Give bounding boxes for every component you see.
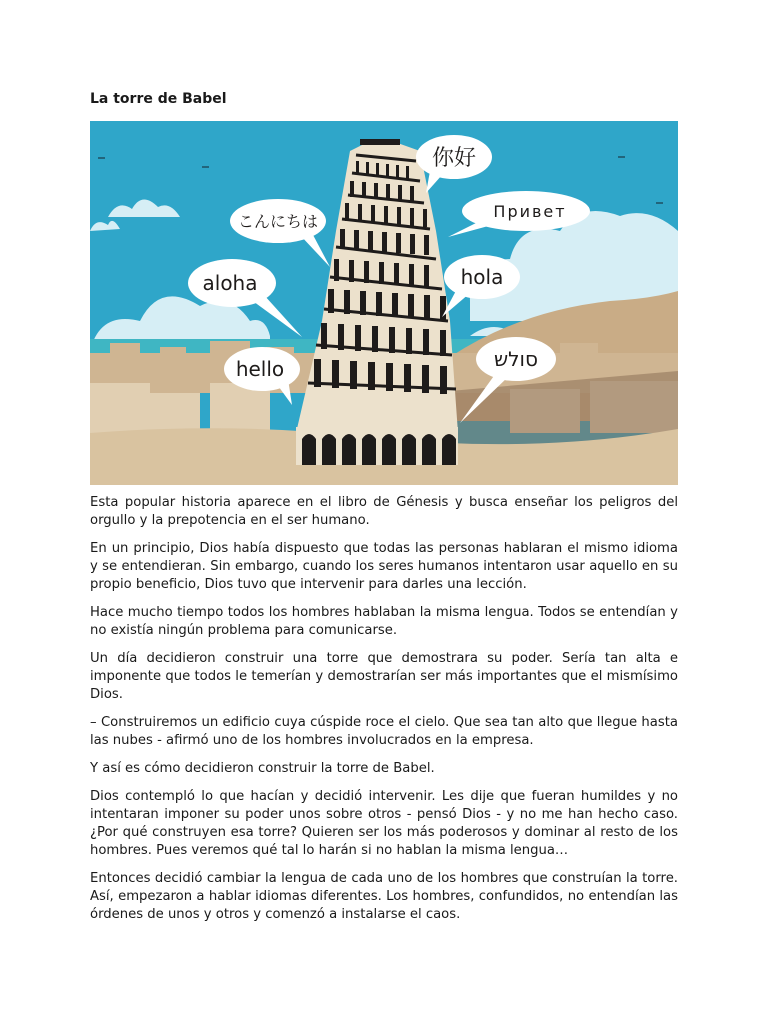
paragraph-dialogue: – Construiremos un edificio cuya cúspide roce el cielo. Que sea tan alto que llegue hasta las nubes - afirmó uno de los hombres involucrados en la empresa.: [90, 715, 678, 748]
bubble-text-hola: hola: [460, 265, 504, 289]
tower-of-babel-illustration: [90, 121, 678, 485]
bubble-text-chinese: 你好: [431, 146, 477, 171]
bubble-text-hebrew: סולש: [494, 347, 538, 371]
paragraph-intro: Esta popular historia aparece en el libro de Génesis y busca enseñar los peligros del orgullo y la prepotencia en el ser humano.: [90, 495, 678, 528]
paragraph-decision: Y así es cómo decidieron construir la torre de Babel.: [90, 761, 435, 776]
bubble-text-hello: hello: [235, 357, 285, 381]
paragraph-god-reaction: Dios contempló lo que hacían y decidió intervenir. Les dije que fueran humildes y no intentaran imponer su poder unos sobre otros - pensó Dios - y no me han hecho caso. ¿Por qué construyen esa torre? Quieren ser los más poderosos y dominar al resto de los hombres. Pues veremos qué tal lo harán si no hablan la misma lengua…: [90, 789, 678, 858]
paragraph-beginning: En un principio, Dios había dispuesto que todas las personas hablaran el mismo idioma y se entendieran. Sin embargo, cuando los seres humanos intentaron usar aquello en su propio beneficio, Dios tuvo que intervenir para darles una lección.: [90, 541, 678, 592]
document-title: La torre de Babel: [90, 91, 227, 107]
story-body: [90, 494, 678, 934]
bubble-text-aloha: aloha: [202, 271, 258, 295]
bubble-text-russian: Привет: [493, 202, 567, 221]
bubble-text-japanese: こんにちは: [237, 212, 319, 231]
paragraph-chaos: Entonces decidió cambiar la lengua de cada uno de los hombres que construían la torre. Así, empezaron a hablar idiomas diferentes. Los hombres, confundidos, no entendían las órdenes de unos y otros y comenzó a instalarse el caos.: [90, 871, 678, 922]
paragraph-build-tower: Un día decidieron construir una torre que demostrara su poder. Sería tan alta e imponente que todos le temerían y demostrarían ser más importantes que el mismísimo Dios.: [90, 651, 678, 702]
paragraph-same-language: Hace mucho tiempo todos los hombres hablaban la misma lengua. Todos se entendían y no existía ningún problema para comunicarse.: [90, 605, 678, 638]
